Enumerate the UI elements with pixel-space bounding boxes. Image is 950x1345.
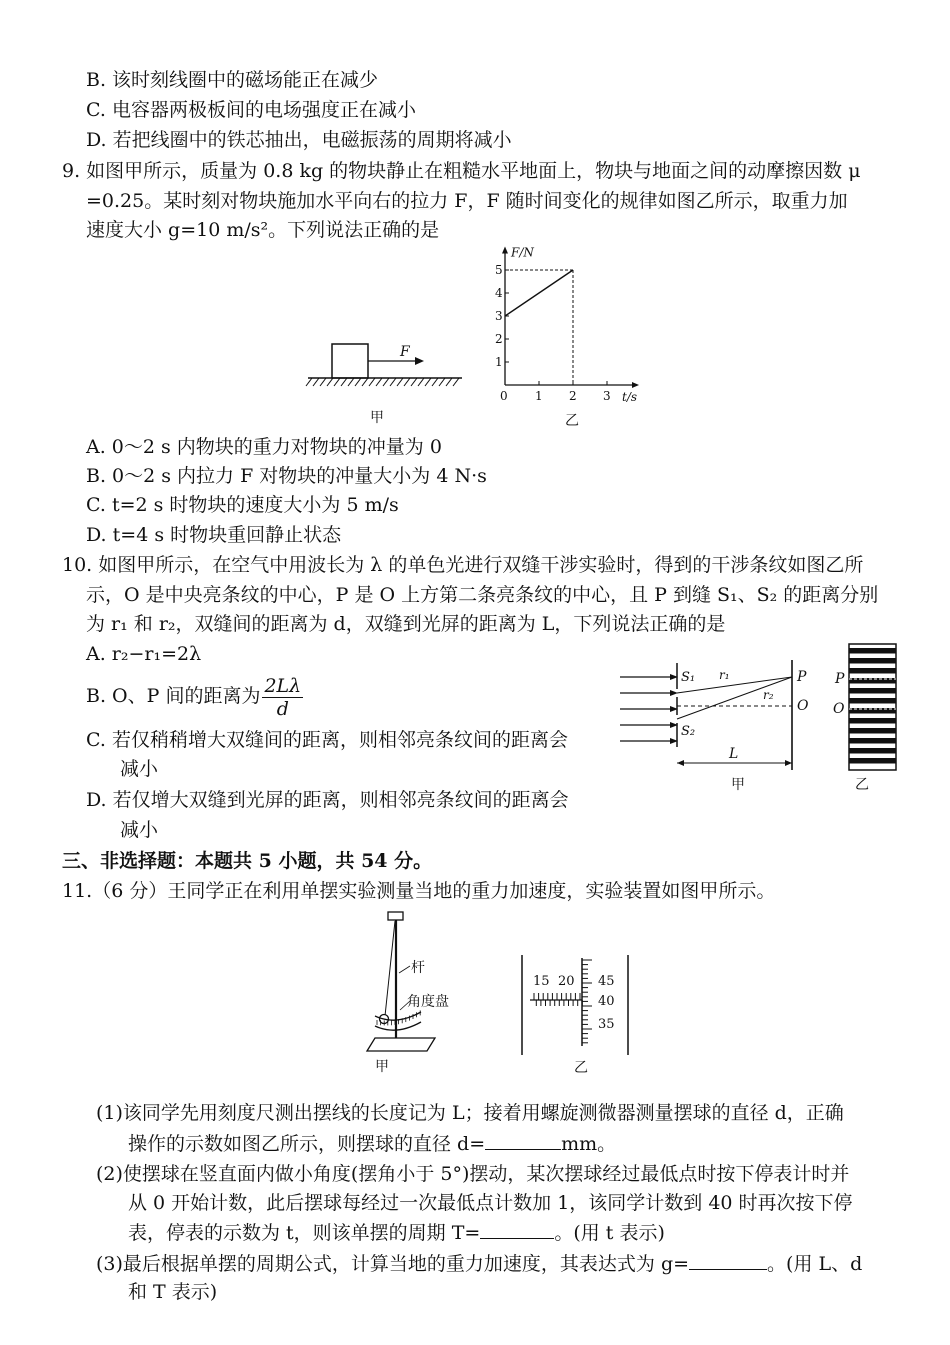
chart-plot-area bbox=[495, 246, 639, 405]
q9-option-d: D. t=4 s 时物块重回静止状态 bbox=[86, 524, 342, 546]
incident-light-arrows bbox=[620, 674, 678, 744]
series-line bbox=[505, 270, 573, 316]
q11-sub2-line1: (2)使摆球在竖直面内做小角度(摆角小于 5°)摆动，某次摆球经过最低点时按下停表计时并 bbox=[96, 1163, 850, 1185]
q9-stem-line1: 9. 如图甲所示，质量为 0.8 kg 的物块静止在粗糙水平地面上，物块与地面之间的动摩擦因数 μ bbox=[62, 160, 861, 182]
hatch-line bbox=[362, 378, 368, 386]
q8-option-b: B. 该时刻线圈中的磁场能正在减少 bbox=[86, 69, 379, 91]
hatch-line bbox=[369, 378, 375, 386]
q9-figure-yi-chart bbox=[485, 245, 638, 435]
label-o: O bbox=[797, 698, 809, 714]
label-angle-dial: 角度盘 bbox=[407, 994, 449, 1010]
label-l: L bbox=[729, 746, 739, 762]
y-axis-arrow bbox=[502, 247, 508, 254]
fig-caption-jia: 甲 bbox=[375, 1059, 389, 1075]
q9-stem-line2: =0.25。某时刻对物块施加水平向右的拉力 F，F 随时间变化的规律如图乙所示，取重力加 bbox=[86, 190, 848, 212]
label-r2: r₂ bbox=[763, 688, 774, 702]
x-tick-label: 0 bbox=[500, 389, 508, 403]
q11-sub3-line1 bbox=[96, 1249, 862, 1278]
hatch-line bbox=[341, 378, 347, 386]
q11-sub2-line2: 从 0 开始计数，此后摆球每经过一次最低点计数加 1，该同学计数到 40 时再次按下停 bbox=[128, 1192, 853, 1214]
thimble-label-35: 35 bbox=[598, 1017, 615, 1032]
q11-stem: 11.（6 分）王同学正在利用单摆实验测量当地的重力加速度，实验装置如图甲所示。 bbox=[62, 880, 776, 902]
force-label: F bbox=[400, 344, 410, 360]
dark-fringe bbox=[849, 748, 896, 754]
fraction-numerator: 2Lλ bbox=[264, 674, 302, 697]
block bbox=[332, 344, 368, 378]
q11-sub2-text: 表，停表的示数为 t，则该单摆的周期 T= bbox=[128, 1222, 481, 1244]
q9-option-b: B. 0～2 s 内拉力 F 对物块的冲量大小为 4 N·s bbox=[86, 465, 487, 487]
q10-figure-jia bbox=[615, 655, 825, 795]
fig-caption-jia: 甲 bbox=[731, 777, 745, 793]
y-tick-label: 3 bbox=[495, 309, 503, 323]
x-tick-label: 1 bbox=[535, 389, 543, 403]
y-tick-label: 2 bbox=[495, 332, 503, 346]
rod-pointer bbox=[399, 966, 410, 973]
q8-option-c: C. 电容器两极板间的电场强度正在减小 bbox=[86, 99, 416, 121]
dark-fringe bbox=[849, 688, 896, 694]
ground-hatch bbox=[306, 378, 459, 386]
label-s2: S₂ bbox=[681, 724, 696, 739]
dark-fringe bbox=[849, 728, 896, 734]
q11-sub1-unit: mm。 bbox=[561, 1133, 617, 1155]
label-r1: r₁ bbox=[719, 668, 730, 682]
hatch-line bbox=[348, 378, 354, 386]
q10-option-c-line2: 减小 bbox=[120, 758, 159, 780]
fraction-denominator: d bbox=[276, 697, 289, 720]
hatch-line bbox=[306, 378, 312, 386]
answer-blank-diameter[interactable] bbox=[485, 1129, 561, 1150]
sleeve-label-15: 15 bbox=[533, 974, 550, 989]
y-tick-label: 4 bbox=[495, 286, 503, 300]
q11-sub3-line2: 和 T 表示) bbox=[128, 1281, 218, 1303]
q11-sub2-note: 。(用 t 表示) bbox=[554, 1222, 665, 1244]
thimble-label-40: 40 bbox=[598, 994, 615, 1009]
q10-option-d-line1: D. 若仅增大双缝到光屏的距离，则相邻亮条纹间的距离会 bbox=[86, 789, 569, 811]
label-p: P bbox=[797, 669, 807, 685]
dark-fringe bbox=[849, 698, 896, 704]
x-axis-arrow bbox=[632, 382, 639, 388]
hatch-line bbox=[376, 378, 382, 386]
fig-caption-yi: 乙 bbox=[565, 413, 579, 429]
fig-caption-yi: 乙 bbox=[574, 1060, 588, 1076]
q11-figure-jia-pendulum bbox=[355, 908, 465, 1073]
hatch-line bbox=[397, 378, 403, 386]
hatch-line bbox=[446, 378, 452, 386]
dark-fringe bbox=[849, 648, 896, 654]
hatch-line bbox=[313, 378, 319, 386]
label-s1: S₁ bbox=[681, 670, 696, 685]
hatch-line bbox=[425, 378, 431, 386]
hatch-line bbox=[383, 378, 389, 386]
dark-fringe bbox=[849, 668, 896, 674]
pendulum-string bbox=[385, 921, 395, 1016]
label-p: P bbox=[835, 671, 845, 687]
q9-option-c: C. t=2 s 时物块的速度大小为 5 m/s bbox=[86, 494, 399, 516]
answer-blank-gravity[interactable] bbox=[689, 1249, 767, 1270]
q11-sub3-note: 。(用 L、d bbox=[767, 1253, 863, 1275]
y-tick-label: 1 bbox=[495, 355, 503, 369]
q10-option-b-prefix: B. O、P 间的距离为 bbox=[86, 685, 261, 707]
fig-caption-yi: 乙 bbox=[855, 777, 869, 793]
q9-stem-line3: 速度大小 g=10 m/s²。下列说法正确的是 bbox=[86, 219, 440, 241]
dark-fringe bbox=[849, 738, 896, 744]
q11-sub1-line2 bbox=[128, 1129, 616, 1158]
clamp bbox=[388, 912, 403, 920]
q10-figure-yi-fringes bbox=[828, 640, 908, 795]
hatch-line bbox=[355, 378, 361, 386]
dark-fringe bbox=[849, 718, 896, 724]
hatch-line bbox=[327, 378, 333, 386]
hatch-line bbox=[418, 378, 424, 386]
fig-caption-jia: 甲 bbox=[370, 410, 384, 426]
section-3-title: 三、非选择题：本题共 5 小题，共 54 分。 bbox=[62, 850, 433, 872]
distance-arrow-left bbox=[677, 760, 684, 766]
y-tick-label: 5 bbox=[495, 263, 503, 277]
y-axis-label: F/N bbox=[511, 245, 534, 260]
hatch-line bbox=[432, 378, 438, 386]
q10-option-b-fraction bbox=[262, 675, 303, 720]
q9-option-a: A. 0～2 s 内物块的重力对物块的冲量为 0 bbox=[86, 436, 442, 458]
dark-fringe bbox=[849, 758, 896, 764]
hatch-line bbox=[439, 378, 445, 386]
base-plate bbox=[367, 1038, 435, 1051]
q10-stem-line1: 10. 如图甲所示，在空气中用波长为 λ 的单色光进行双缝干涉实验时，得到的干涉条纹如图乙所 bbox=[62, 554, 864, 576]
hatch-line bbox=[411, 378, 417, 386]
q9-figure-jia bbox=[300, 330, 470, 435]
q10-option-b bbox=[86, 672, 303, 720]
hatch-line bbox=[320, 378, 326, 386]
x-axis-label: t/s bbox=[622, 390, 638, 404]
distance-arrow-right bbox=[785, 760, 792, 766]
thimble-label-45: 45 bbox=[598, 974, 615, 989]
force-arrow-head bbox=[415, 357, 424, 365]
hatch-line bbox=[404, 378, 410, 386]
label-o: O bbox=[833, 701, 845, 717]
hatch-line bbox=[453, 378, 459, 386]
q11-sub1-line1: (1)该同学先用刻度尺测出摆线的长度记为 L；接着用螺旋测微器测量摆球的直径 d，正确 bbox=[96, 1102, 844, 1124]
q10-stem-line2: 示，O 是中央亮条纹的中心，P 是 O 上方第二条亮条纹的中心，且 P 到缝 S₁、S₂ 的距离分别 bbox=[86, 584, 879, 606]
hatch-line bbox=[390, 378, 396, 386]
thimble-scale bbox=[582, 960, 592, 1043]
label-rod: 杆 bbox=[411, 960, 425, 976]
dark-fringe bbox=[849, 658, 896, 664]
q8-option-d: D. 若把线圈中的铁芯抽出，电磁振荡的周期将减小 bbox=[86, 129, 512, 151]
sleeve-label-20: 20 bbox=[558, 974, 575, 989]
q11-sub3-text: (3)最后根据单摆的周期公式，计算当地的重力加速度，其表达式为 g= bbox=[96, 1253, 690, 1275]
x-tick-label: 2 bbox=[569, 389, 577, 403]
hatch-line bbox=[334, 378, 340, 386]
answer-blank-period[interactable] bbox=[480, 1218, 554, 1239]
x-tick-label: 3 bbox=[603, 389, 611, 403]
q10-stem-line3: 为 r₁ 和 r₂，双缝间的距离为 d，双缝到光屏的距离为 L，下列说法正确的是 bbox=[86, 613, 726, 635]
q11-sub1-text: 操作的示数如图乙所示，则摆球的直径 d= bbox=[128, 1133, 486, 1155]
q10-option-d-line2: 减小 bbox=[120, 819, 159, 841]
q10-option-a: A. r₂−r₁=2λ bbox=[86, 643, 202, 665]
q10-option-c-line1: C. 若仅稍稍增大双缝间的距离，则相邻亮条纹间的距离会 bbox=[86, 729, 568, 751]
q11-figure-yi-micrometer bbox=[510, 950, 640, 1075]
q11-sub2-line3 bbox=[128, 1218, 665, 1247]
